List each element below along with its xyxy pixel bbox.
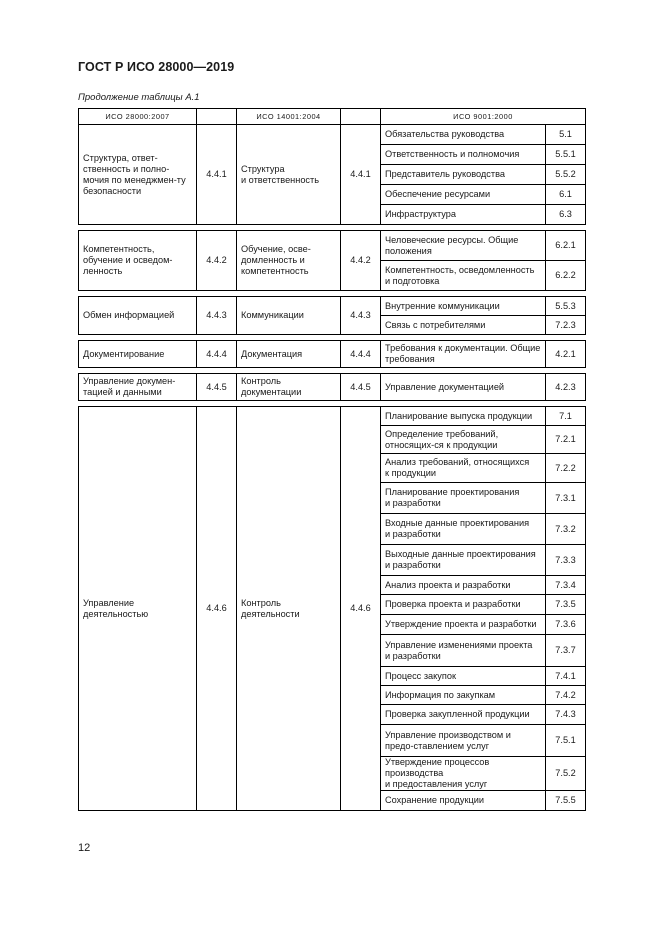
- iso9001-number: 7.4.1: [546, 667, 586, 686]
- iso9001-clause: Информация по закупкам: [381, 686, 546, 705]
- iso14001-clause: Документация: [237, 341, 341, 368]
- iso9001-clause: Определение требований, относящих-ся к продукции: [381, 426, 546, 454]
- iso9001-clause: Представитель руководства: [381, 165, 546, 185]
- iso9001-number: 7.3.7: [546, 635, 586, 667]
- iso9001-clause: Управление производством и предо-ставлением услуг: [381, 725, 546, 757]
- iso14001-clause: Контроль документации: [237, 374, 341, 401]
- iso9001-clause: Требования к документации. Общие требования: [381, 341, 546, 368]
- iso9001-clause: Человеческие ресурсы. Общие положения: [381, 231, 546, 261]
- iso9001-number: 7.2.2: [546, 454, 586, 483]
- iso9001-number: 7.3.6: [546, 615, 586, 635]
- iso9001-clause: Проверка проекта и разработки: [381, 595, 546, 615]
- iso9001-number: 7.3.2: [546, 514, 586, 545]
- iso9001-clause: Внутренние коммуникации: [381, 297, 546, 316]
- iso28000-clause: Управление деятельностью: [79, 407, 197, 811]
- iso9001-clause: Планирование выпуска продукции: [381, 407, 546, 426]
- iso9001-number: 4.2.1: [546, 341, 586, 368]
- iso9001-number: 6.2.2: [546, 261, 586, 291]
- iso9001-number: 5.5.2: [546, 165, 586, 185]
- iso9001-number: 7.3.3: [546, 545, 586, 576]
- document-title: ГОСТ Р ИСО 28000—2019: [78, 60, 235, 74]
- iso28000-number: 4.4.2: [197, 231, 237, 291]
- iso9001-number: 6.1: [546, 185, 586, 205]
- iso14001-number: 4.4.3: [341, 297, 381, 335]
- iso9001-clause: Входные данные проектирования и разработки: [381, 514, 546, 545]
- iso9001-clause: Обеспечение ресурсами: [381, 185, 546, 205]
- iso9001-number: 5.5.3: [546, 297, 586, 316]
- iso9001-clause: Компетентность, осведомленность и подготовка: [381, 261, 546, 291]
- iso9001-number: 4.2.3: [546, 374, 586, 401]
- iso14001-clause: Обучение, осве-домленность и компетентность: [237, 231, 341, 291]
- iso9001-number: 7.5.2: [546, 757, 586, 791]
- correspondence-table: [78, 108, 586, 811]
- iso9001-clause: Процесс закупок: [381, 667, 546, 686]
- iso9001-number: 7.3.5: [546, 595, 586, 615]
- iso9001-clause: Управление документацией: [381, 374, 546, 401]
- column-header-iso9001: ИСО 9001:2000: [381, 109, 586, 125]
- iso9001-clause: Управление изменениями проекта и разработки: [381, 635, 546, 667]
- iso9001-clause: Выходные данные проектирования и разработки: [381, 545, 546, 576]
- iso9001-number: 5.5.1: [546, 145, 586, 165]
- iso9001-number: 7.2.3: [546, 316, 586, 335]
- table-row: [79, 297, 586, 316]
- iso28000-number: 4.4.5: [197, 374, 237, 401]
- iso14001-clause: Структура и ответственность: [237, 125, 341, 225]
- iso9001-clause: Анализ проекта и разработки: [381, 576, 546, 595]
- column-header-iso28000: ИСО 28000:2007: [79, 109, 197, 125]
- iso9001-number: 7.4.2: [546, 686, 586, 705]
- iso9001-clause: Анализ требований, относящихся к продукции: [381, 454, 546, 483]
- iso9001-clause: Связь с потребителями: [381, 316, 546, 335]
- iso9001-number: 7.1: [546, 407, 586, 426]
- iso28000-number: 4.4.1: [197, 125, 237, 225]
- iso9001-number: 7.5.5: [546, 791, 586, 811]
- iso14001-number: 4.4.5: [341, 374, 381, 401]
- iso9001-clause: Инфраструктура: [381, 205, 546, 225]
- iso14001-number: 4.4.6: [341, 407, 381, 811]
- iso28000-clause: Структура, ответ-ственность и полно-мочия по менеджмен-ту безопасности: [79, 125, 197, 225]
- page-number: 12: [78, 842, 91, 854]
- iso9001-number: 6.2.1: [546, 231, 586, 261]
- iso9001-clause: Сохранение продукции: [381, 791, 546, 811]
- iso9001-clause: Утверждение проекта и разработки: [381, 615, 546, 635]
- iso9001-number: 7.3.4: [546, 576, 586, 595]
- table-row: [79, 125, 586, 145]
- iso14001-clause: Коммуникации: [237, 297, 341, 335]
- iso14001-number: 4.4.1: [341, 125, 381, 225]
- iso9001-number: 7.4.3: [546, 705, 586, 725]
- table-row: [79, 407, 586, 426]
- column-header-blank: [341, 109, 381, 125]
- iso9001-clause: Проверка закупленной продукции: [381, 705, 546, 725]
- iso28000-number: 4.4.6: [197, 407, 237, 811]
- column-header-iso14001: ИСО 14001:2004: [237, 109, 341, 125]
- iso9001-number: 5.1: [546, 125, 586, 145]
- iso9001-number: 7.2.1: [546, 426, 586, 454]
- table-row: [79, 374, 586, 401]
- iso28000-clause: Документирование: [79, 341, 197, 368]
- iso14001-number: 4.4.2: [341, 231, 381, 291]
- table-caption: Продолжение таблицы А.1: [78, 92, 200, 103]
- iso9001-number: 7.5.1: [546, 725, 586, 757]
- iso28000-clause: Компетентность, обучение и осведом-ленность: [79, 231, 197, 291]
- iso28000-clause: Управление докумен-тацией и данными: [79, 374, 197, 401]
- iso14001-number: 4.4.4: [341, 341, 381, 368]
- iso28000-number: 4.4.4: [197, 341, 237, 368]
- iso28000-clause: Обмен информацией: [79, 297, 197, 335]
- iso28000-number: 4.4.3: [197, 297, 237, 335]
- iso9001-number: 7.3.1: [546, 483, 586, 514]
- iso14001-clause: Контроль деятельности: [237, 407, 341, 811]
- table-row: [79, 231, 586, 261]
- iso9001-number: 6.3: [546, 205, 586, 225]
- iso9001-clause: Утверждение процессов производства и предоставления услуг: [381, 757, 546, 791]
- iso9001-clause: Планирование проектирования и разработки: [381, 483, 546, 514]
- column-header-blank: [197, 109, 237, 125]
- iso9001-clause: Обязательства руководства: [381, 125, 546, 145]
- table-row: [79, 341, 586, 368]
- iso9001-clause: Ответственность и полномочия: [381, 145, 546, 165]
